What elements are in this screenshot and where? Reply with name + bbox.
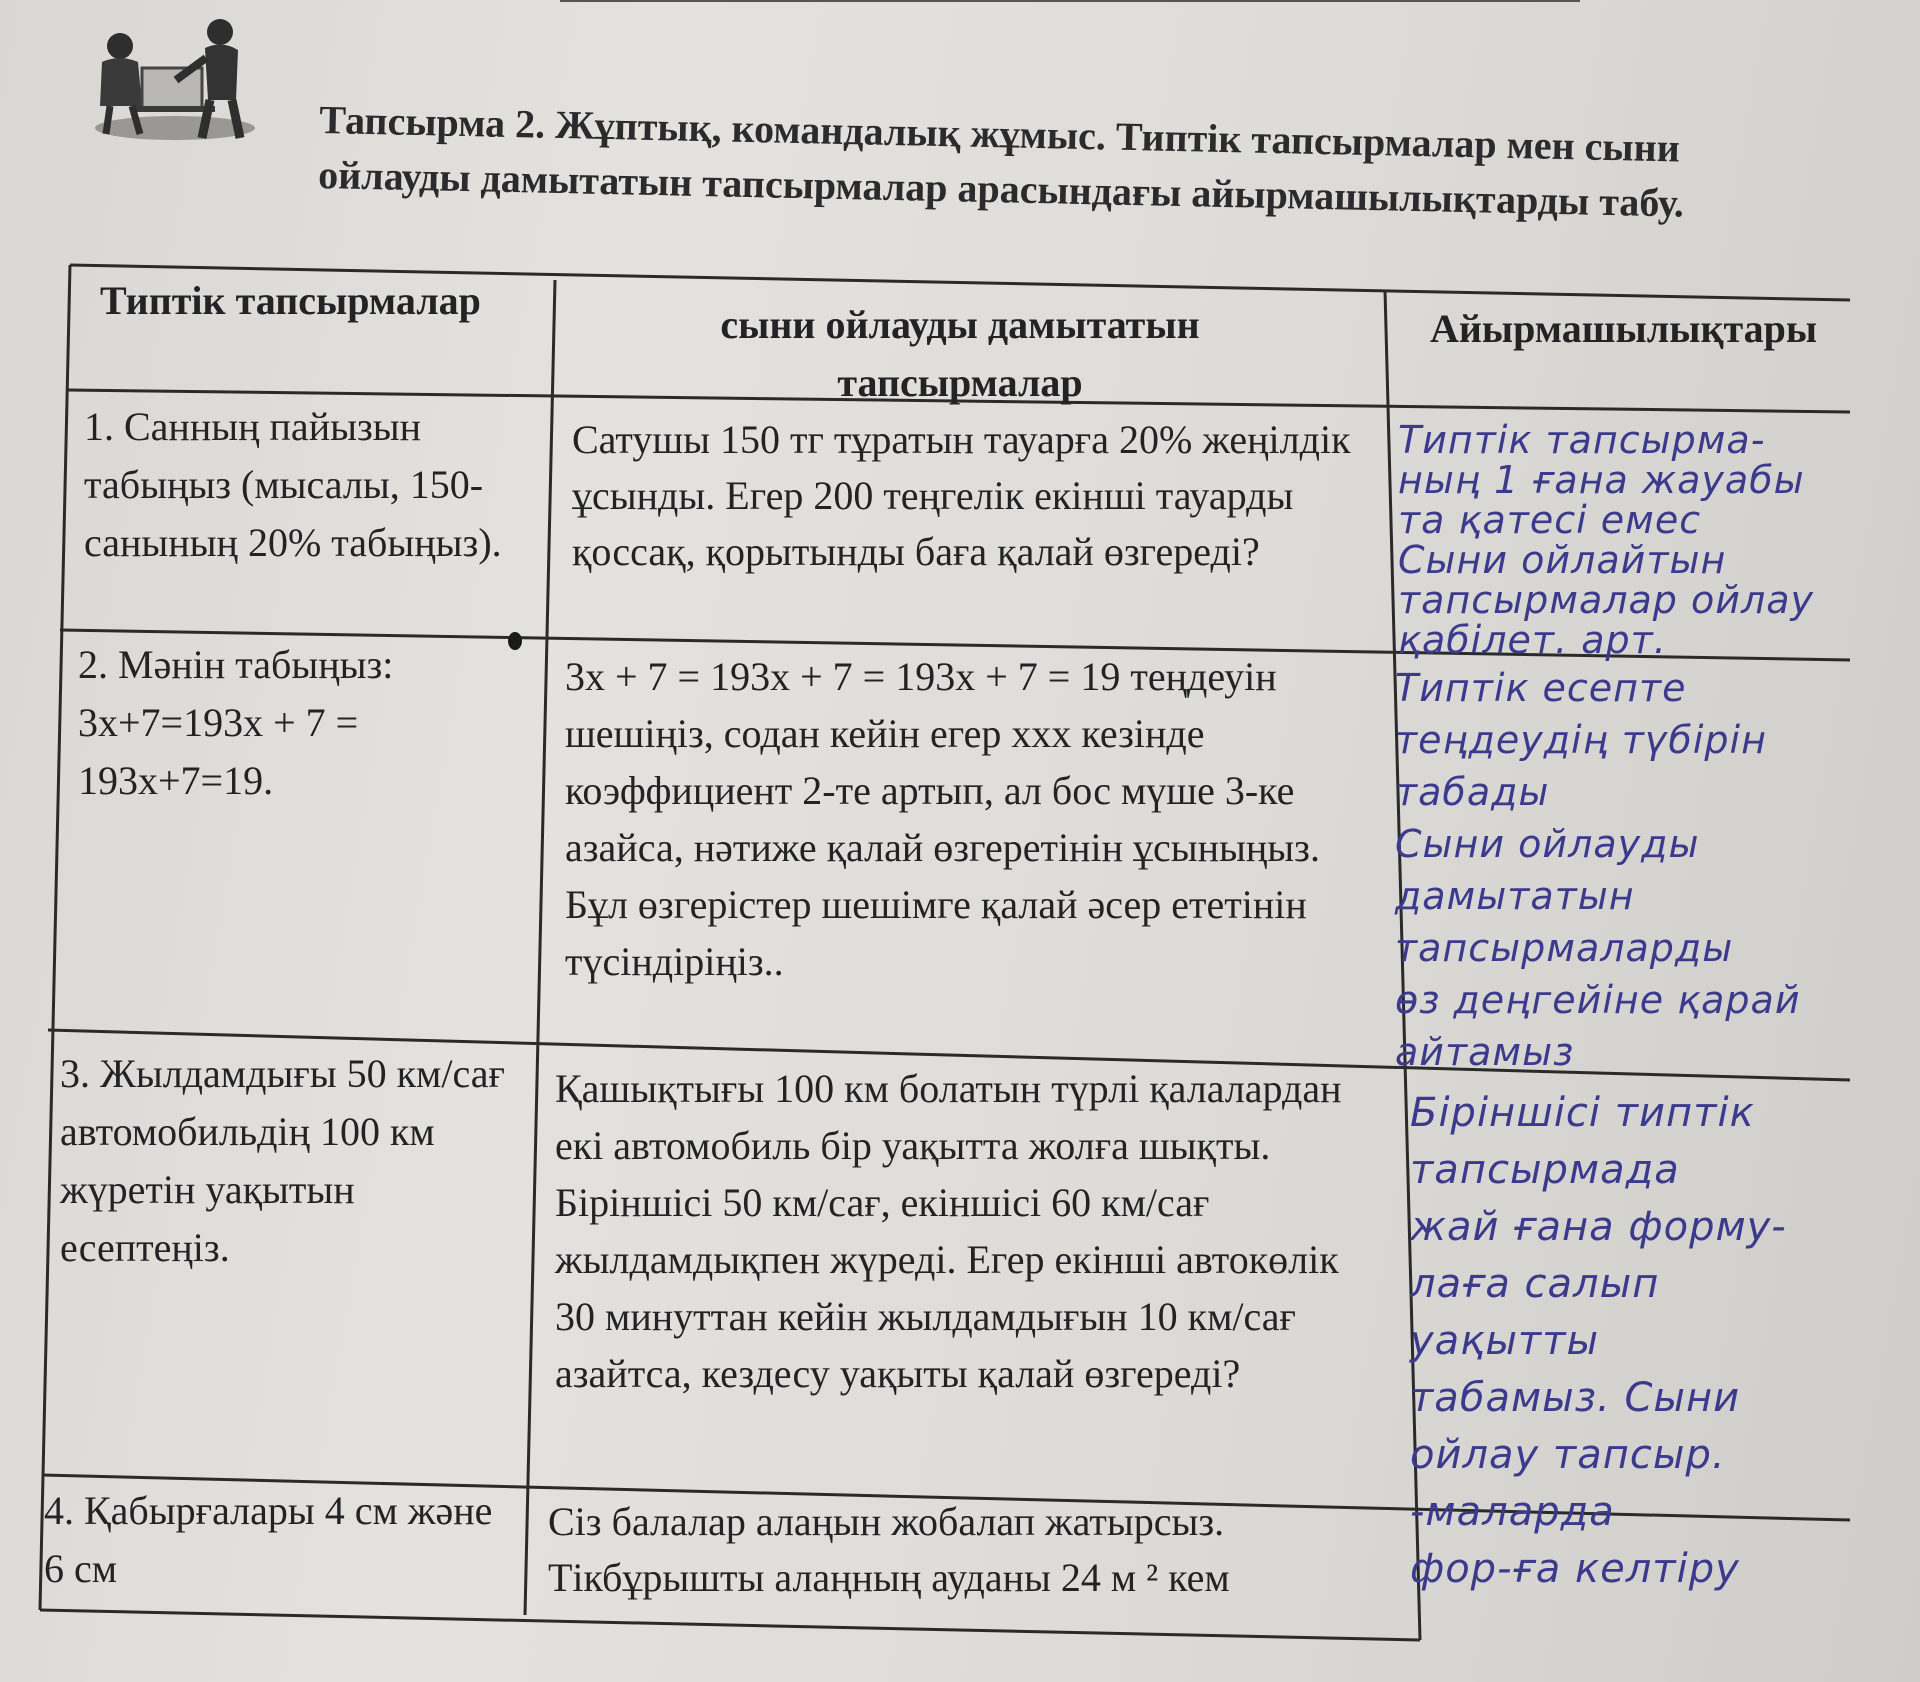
handwriting-line: қабілет. арт. [1398, 618, 1667, 662]
handwriting-line: Типтік есепте [1395, 666, 1687, 710]
handwriting-line: тапсырмаларды [1395, 926, 1734, 970]
task-title-line-2: ойлауды дамытатын тапсырмалар арасындағы айырмашылықтарды табу. [317, 151, 1685, 226]
row-1-typical: 1. Санның пайызын табыңыз (мысалы, 150-санының 20% табыңыз). [84, 404, 502, 565]
row-4-critical: Сіз балалар алаңын жобалап жатырсыз. Тікбұрышты алаңның ауданы 24 м ² кем [548, 1499, 1230, 1600]
handwriting-line: Сыни ойлауды [1395, 822, 1700, 866]
row-2-typical: 2. Мәнін табыңыз: 3x+7=193x + 7 = 193x+7=19. [78, 642, 394, 803]
task-title-line-1: Тапсырма 2. Жұптық, командалық жұмыс. Типтік тапсырмалар мен сыни [318, 96, 1681, 171]
handwriting-line: Біріншісі типтік [1410, 1090, 1755, 1136]
handwriting-line: айтамыз [1395, 1030, 1575, 1074]
handwriting-line: ның 1 ғана жауабы [1398, 458, 1805, 502]
handwriting-row-3 [1410, 1085, 1860, 1598]
handwriting-line: Типтік тапсырма- [1398, 418, 1766, 462]
handwriting-line: дамытатын [1395, 874, 1635, 918]
handwriting-line: лаға салып [1410, 1261, 1660, 1307]
handwriting-line: табамыз. Сыни [1410, 1375, 1741, 1421]
row-1-critical: Сатушы 150 тг тұратын тауарға 20% жеңілдік ұсынды. Егер 200 теңгелік екінші тауарды қоссақ, қорытынды баға қалай өзгереді? [572, 417, 1351, 574]
handwriting-line: фор-ға келтіру [1410, 1546, 1740, 1592]
handwriting-line: ойлау тапсыр. [1410, 1432, 1726, 1478]
handwriting-row-1 [1398, 420, 1858, 660]
handwriting-row-2 [1395, 662, 1855, 1078]
ink-dot [508, 632, 522, 650]
row-4-typical: 4. Қабырғалары 4 см және 6 см [44, 1488, 493, 1591]
row-2-critical: 3x + 7 = 193x + 7 = 193x + 7 = 19 теңдеуін шешіңіз, содан кейін егер xxx кезінде коэффициент 2-те артып, ал бос мүше 3-ке азайса, нәтиже қалай өзгеретінін ұсыныңыз. Бұл өзгерістер шешімге қалай әсер ететінін түсіндіріңіз.. [565, 654, 1320, 984]
handwriting-line: өз деңгейіне қарай [1395, 978, 1801, 1022]
handwriting-line: тапсырмада [1410, 1147, 1680, 1193]
handwriting-line: уақытты [1410, 1318, 1600, 1364]
header-typical: Типтік тапсырмалар [100, 278, 481, 323]
handwriting-line: тапсырмалар ойлау [1398, 578, 1815, 622]
handwriting-line: та қатесі емес [1398, 498, 1702, 542]
header-difference: Айырмашылықтары [1430, 306, 1818, 351]
handwriting-line: жай ғана форму- [1410, 1204, 1787, 1250]
handwriting-line: Сыни ойлайтын [1398, 538, 1727, 582]
handwriting-line: -маларда [1410, 1489, 1615, 1535]
row-3-critical: Қашықтығы 100 км болатын түрлі қалалардан екі автомобиль бір уақытта жолға шықты. Біріншісі 50 км/сағ, екіншісі 60 км/сағ жылдамдықпен жүреді. Егер екінші автокөлік 30 минуттан кейін жылдамдығын 10 км/сағ азайтса, кездесу уақыты қалай өзгереді? [555, 1066, 1342, 1396]
header-critical: сыни ойлауды дамытатын тапсырмалар [720, 302, 1200, 405]
handwriting-line: теңдеудің түбірін табады [1395, 718, 1767, 814]
row-3-typical: 3. Жылдамдығы 50 км/сағ автомобильдің 100 км жүретін уақытын есептеңіз. [60, 1051, 505, 1270]
